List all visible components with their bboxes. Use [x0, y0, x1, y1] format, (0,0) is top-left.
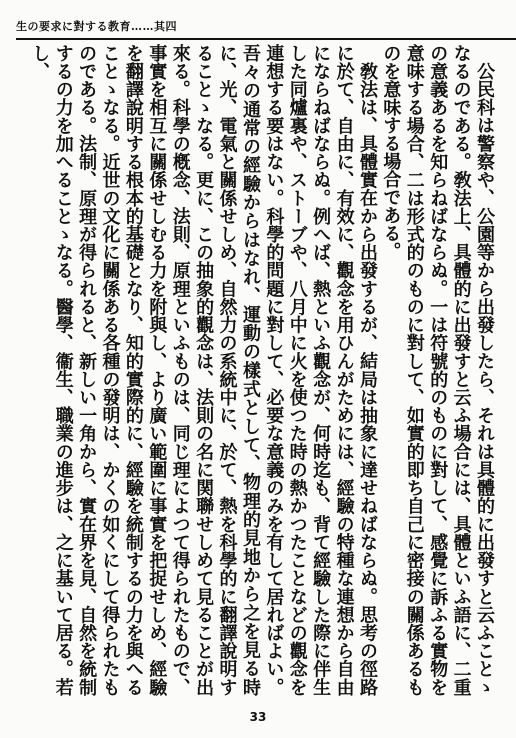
header-rule	[16, 38, 516, 40]
page-number: 33	[249, 710, 267, 724]
body-text	[26, 44, 496, 696]
paragraph: 公民科は警察や、公園等から出發したら、それは具體的に出發すと云ふことゝなるのである。敎法上、具體的に出發すと云ふ場合には、具體といふ語に、二重の意義あるを知らねばならぬ。一は符號的のものに對して、感覺に訴ふる實物を意味する場合、二は形式的のものに對して、如實的即ち自己に密接の關係あるものを意味する場合である。	[380, 44, 495, 696]
running-head: 生の要求に對する教育……其四	[16, 20, 177, 33]
paragraph: 敎法は、具體實在から出發するが、結局は抽象に達せねばならぬ。思考の徑路に於て、自由に、有效に、觀念を用ひんがためには、經驗の特種な連想から自由にならねばならぬ。例へば、熱といふ觀念が、何時迄も、背て經驗した際に伴生した同爐裏や、ストーブや、八月中に火を使つた時の熱かつたことなどの觀念を連想する要はない。科學的問題に對して、必要な意義のみを有して居ればよい。吾々の通常の經驗からはなれ、運動の樣式として、物理的見地から之を見る時に、光、電氣と關係せしめ、自然力の系統中に、於て、熱を科學的に翻譯說明することゝなる。更に、この抽象的觀念は、法則の名に関聯せしめて見ることが出來る。科學の槪念、法則、原理といふものは、同じ理によつて得られたもので、事實を相互に關係せしむる力を附與し、より廣い範圍に事實を把捉せしめ、經驗を翻譯說明する根本的基礎となり、知的實際的に、經驗を統制するの力を與へることゝなる。近世の文化に關係ある各種の發明は、かくの如くにして得られたものである。法制、原理が得られると、新しい一角から、實在界を見、自然を統制するの力を加へることゝなる。醫學、衞生、職業の進步は、之に基いて居る。若し、	[29, 44, 378, 696]
